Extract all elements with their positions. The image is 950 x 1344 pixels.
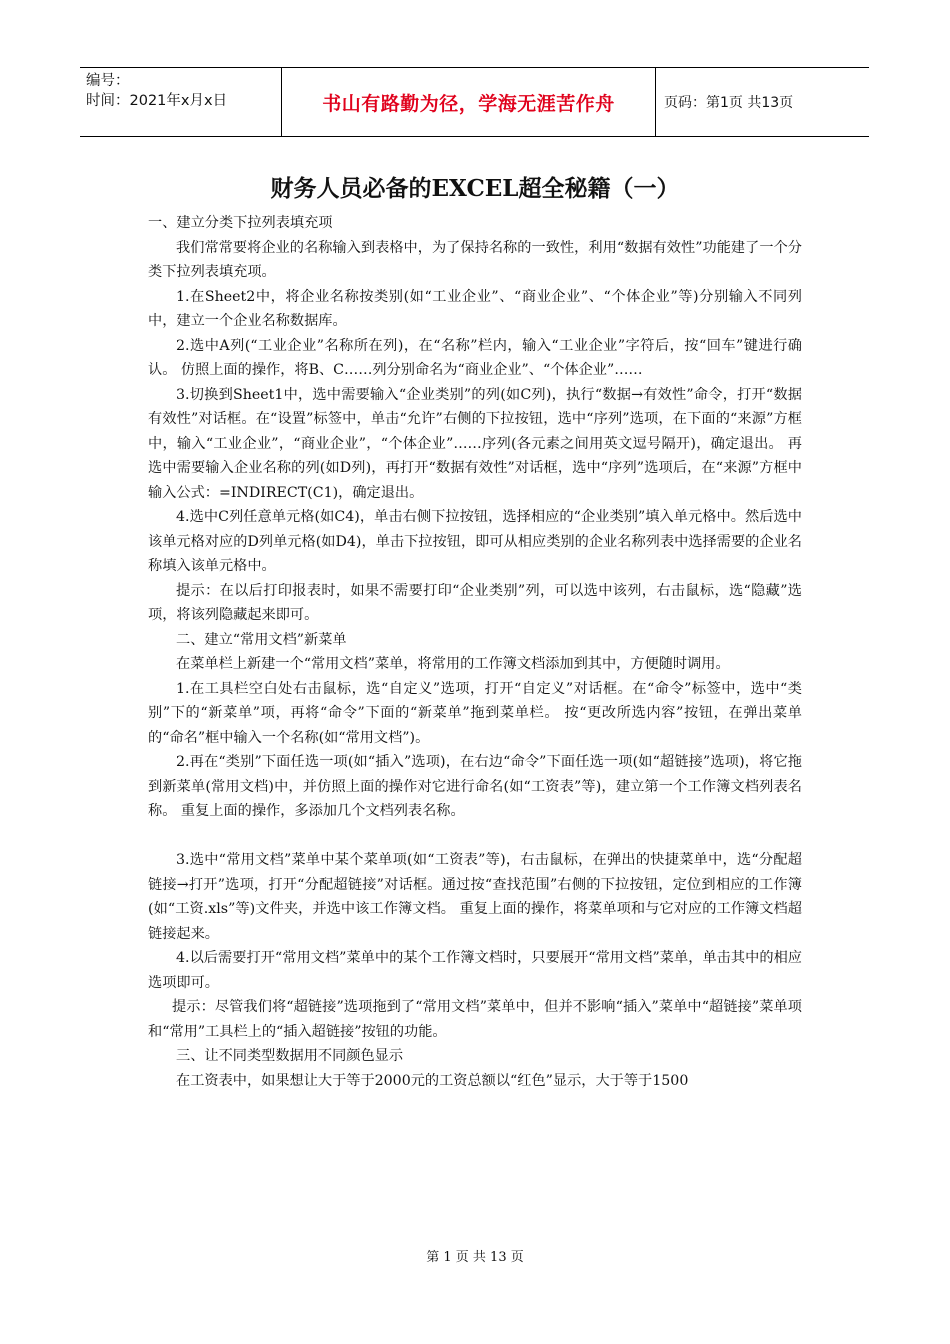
paragraph: 3.选中“常用文档”菜单中某个菜单项(如“工资表”等)，右击鼠标，在弹出的快捷菜单中，选“分配超链接→打开”选项，打开“分配超链接”对话框。通过按“查找范围”右侧的下拉按钮，定位到相应的工作簿(如“工资.xls”等)文件夹，并选中该工作簿文档。 重复上面的操作，将菜单项和与它对应的工作簿文档超链接起来。 (148, 852, 802, 942)
paragraph: 4.选中C列任意单元格(如C4)，单击右侧下拉按钮，选择相应的“企业类别”填入单元格中。然后选中该单元格对应的D列单元格(如D4)，单击下拉按钮，即可从相应类别的企业名称列表中选择需要的企业名称填入该单元格中。 (148, 509, 802, 574)
paragraph: 2.选中A列(“工业企业”名称所在列)，在“名称”栏内，输入“工业企业”字符后，按“回车”键进行确认。 仿照上面的操作，将B、C……列分别命名为“商业企业”、“个体企业”…… (148, 337, 802, 378)
header-motto-cell (281, 68, 656, 136)
document-number-label: 编号： (86, 73, 130, 89)
tip-paragraph: 提示：尽管我们将“超链接”选项拖到了“常用文档”菜单中，但并不影响“插入”菜单中“超链接”菜单项和“常用”工具栏上的“插入超链接”按钮的功能。 (148, 999, 802, 1040)
paragraph: 1.在工具栏空白处右击鼠标，选“自定义”选项，打开“自定义”对话框。在“命令”标签中，选中“类别”下的“新菜单”项，再将“命令”下面的“新菜单”拖到菜单栏。 按“更改所选内容”按钮，在弹出菜单的“命名”框中输入一个名称(如“常用文档”)。 (148, 680, 802, 746)
section-heading: 二、建立“常用文档”新菜单 (176, 631, 347, 648)
header-page-info: 页码：第1页 共13页 (664, 95, 794, 111)
header-motto: 书山有路勤为径，学海无涯苦作舟 (322, 92, 615, 115)
document-body (148, 211, 802, 1093)
section-heading: 三、让不同类型数据用不同颜色显示 (176, 1048, 404, 1064)
paragraph: 2.再在“类别”下面任选一项(如“插入”选项)，在右边“命令”下面任选一项(如“超链接”选项)，将它拖到新菜单(常用文档)中，并仿照上面的操作对它进行命名(如“工资表”等)，建立第一个工作簿文档列表名称。 重复上面的操作，多添加几个文档列表名称。 (148, 754, 802, 819)
header-page-info-cell (656, 68, 869, 136)
document-title: 财务人员必备的EXCEL超全秘籍（一） (270, 175, 680, 202)
document-time-label: 时间：2021年x月x日 (86, 93, 228, 109)
section-heading: 一、建立分类下拉列表填充项 (148, 215, 333, 231)
header-meta (80, 68, 281, 136)
paragraph: 3.切换到Sheet1中，选中需要输入“企业类别”的列(如C列)，执行“数据→有效性”命令，打开“数据有效性”对话框。在“设置”标签中，单击“允许”右侧的下拉按钮，选中“序列”选项，在下面的“来源”方框中，输入“工业企业”，“商业企业”，“个体企业”……序列(各元素之间用英文逗号隔开)，确定退出。 再选中需要输入企业名称的列(如D列)，再打开“数据有效性”对话框，选中“序列”选项后，在“来源”方框中输入公式：=INDIRECT(C1)，确定退出。 (148, 386, 802, 501)
paragraph: 1.在Sheet2中，将企业名称按类别(如“工业企业”、“商业企业”、“个体企业”等)分别输入不同列中，建立一个企业名称数据库。 (148, 288, 802, 329)
paragraph: 4.以后需要打开“常用文档”菜单中的某个工作簿文档时，只要展开“常用文档”菜单，单击其中的相应选项即可。 (148, 950, 802, 991)
page-footer: 第 1 页 共 13 页 (426, 1250, 524, 1265)
paragraph: 在工资表中，如果想让大于等于2000元的工资总额以“红色”显示，大于等于1500 (176, 1072, 689, 1089)
page-header (80, 67, 869, 137)
paragraph: 在菜单栏上新建一个“常用文档”菜单，将常用的工作簿文档添加到其中，方便随时调用。 (176, 656, 730, 672)
paragraph: 我们常常要将企业的名称输入到表格中，为了保持名称的一致性，利用“数据有效性”功能建了一个分类下拉列表填充项。 (148, 239, 802, 280)
tip-paragraph: 提示：在以后打印报表时，如果不需要打印“企业类别”列，可以选中该列，右击鼠标，选“隐藏”选项，将该列隐藏起来即可。 (148, 582, 802, 623)
